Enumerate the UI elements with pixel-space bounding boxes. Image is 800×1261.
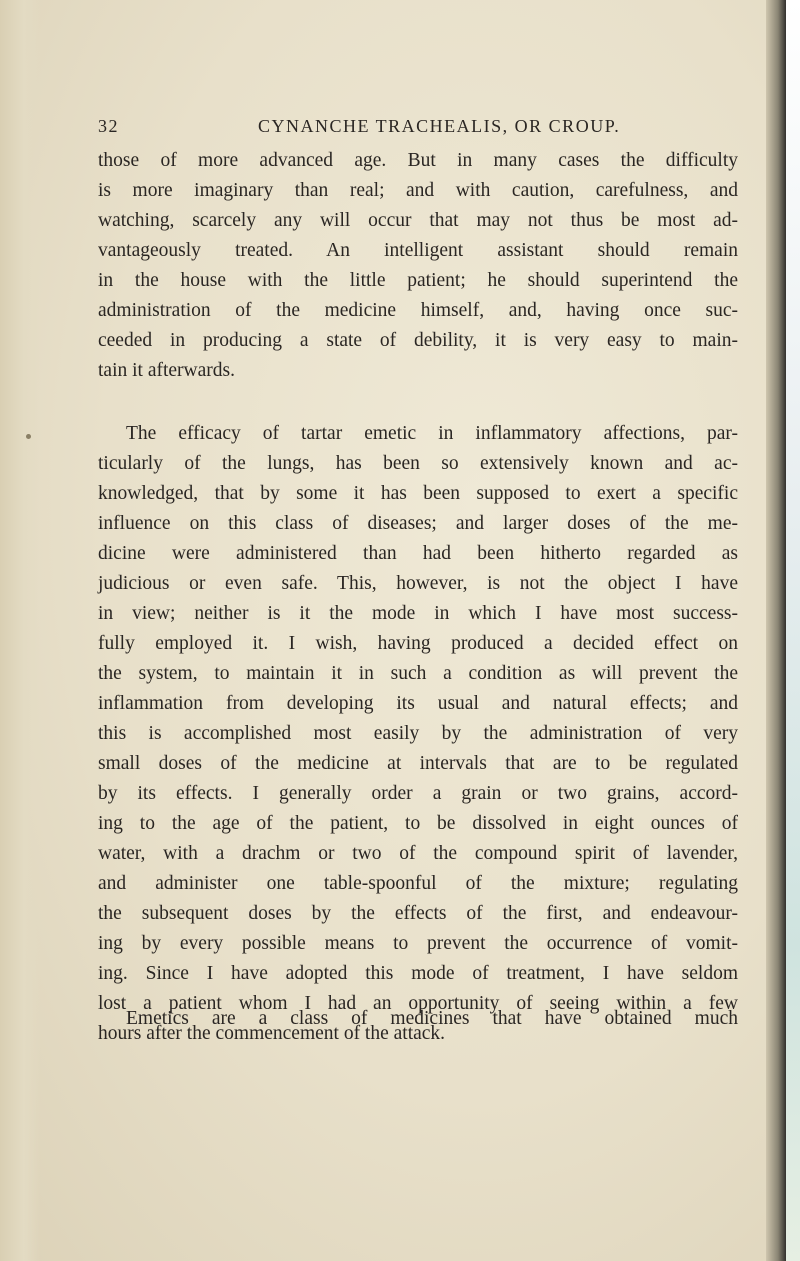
- text-line: administration of the medicine himself, and, having once suc-: [98, 300, 738, 321]
- text-line: judicious or even safe. This, however, is not the object I have: [98, 573, 738, 594]
- page-number: 32: [98, 116, 119, 136]
- text-line: those of more advanced age. But in many cases the difficulty: [98, 150, 738, 171]
- paper-speck: [26, 434, 31, 439]
- paragraph-1: [98, 146, 738, 386]
- running-title: CYNANCHE TRACHEALIS, OR CROUP.: [258, 116, 621, 136]
- text-line: knowledged, that by some it has been supposed to exert a specific: [98, 483, 738, 504]
- text-line: ing by every possible means to prevent the occurrence of vomit-: [98, 933, 738, 954]
- text-line: fully employed it. I wish, having produced a decided effect on: [98, 633, 738, 654]
- paragraph-3: [98, 1004, 738, 1034]
- text-line: tain it afterwards.: [98, 360, 235, 381]
- text-line: dicine were administered than had been hitherto regarded as: [98, 543, 738, 564]
- text-line: watching, scarcely any will occur that may not thus be most ad-: [98, 210, 738, 231]
- text-line: hours after the commencement of the attack.: [98, 1023, 446, 1044]
- running-head: [98, 116, 738, 140]
- page-gutter: [0, 0, 40, 1261]
- text-line: The efficacy of tartar emetic in inflammatory affections, par-: [126, 423, 738, 444]
- text-line: this is accomplished most easily by the administration of very: [98, 723, 738, 744]
- scan-background-strip: [786, 0, 800, 1261]
- text-line: by its effects. I generally order a grain or two grains, accord-: [98, 783, 738, 804]
- text-line: is more imaginary than real; and with caution, carefulness, and: [98, 180, 738, 201]
- text-line: the system, to maintain it in such a condition as will prevent the: [98, 663, 738, 684]
- text-line: ing to the age of the patient, to be dissolved in eight ounces of: [98, 813, 738, 834]
- paragraph-2: [98, 419, 738, 1049]
- text-line: Emetics are a class of medicines that have obtained much: [126, 1008, 738, 1029]
- text-line: ing. Since I have adopted this mode of treatment, I have seldom: [98, 963, 738, 984]
- text-line: small doses of the medicine at intervals that are to be regulated: [98, 753, 738, 774]
- text-line: inflammation from developing its usual and natural effects; and: [98, 693, 738, 714]
- text-line: water, with a drachm or two of the compound spirit of lavender,: [98, 843, 738, 864]
- text-line: ceeded in producing a state of debility, it is very easy to main-: [98, 330, 738, 351]
- text-line: ticularly of the lungs, has been so extensively known and ac-: [98, 453, 738, 474]
- text-line: influence on this class of diseases; and larger doses of the me-: [98, 513, 738, 534]
- text-line: in view; neither is it the mode in which I have most success-: [98, 603, 738, 624]
- text-line: lost a patient whom I had an opportunity of seeing within a few: [98, 993, 738, 1014]
- text-line: vantageously treated. An intelligent assistant should remain: [98, 240, 738, 261]
- text-line: in the house with the little patient; he should superintend the: [98, 270, 738, 291]
- text-line: the subsequent doses by the effects of the first, and endeavour-: [98, 903, 738, 924]
- text-line: and administer one table-spoonful of the mixture; regulating: [98, 873, 738, 894]
